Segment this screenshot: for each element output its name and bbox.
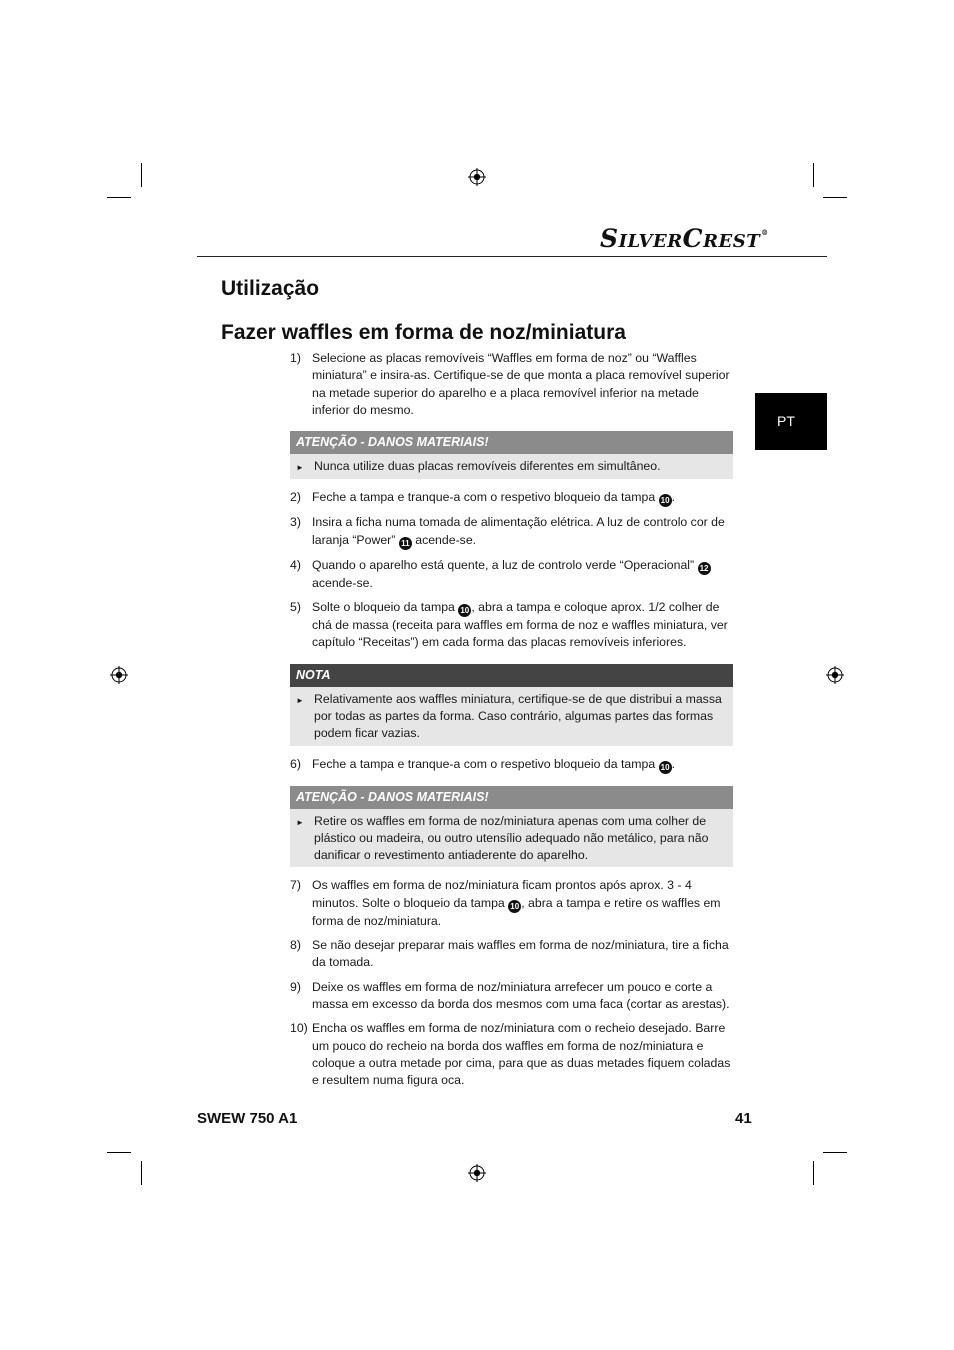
step-item: 7) Os waffles em forma de noz/miniatura ficam prontos após aprox. 3 - 4 minutos. Solte o bloqueio da tampa 10 , abra a tampa e retire os waffles em forma de noz/miniatura.	[290, 878, 721, 928]
crop-mark	[823, 1152, 847, 1153]
warning-text: Nunca utilize duas placas removíveis diferentes em simultâneo.	[314, 459, 661, 474]
part-number-icon: 10	[659, 761, 672, 774]
step-item: 9) Deixe os waffles em forma de noz/miniatura arrefecer um pouco e corte a massa em excesso da borda dos mesmos com uma faca (cortar as arestas).	[290, 979, 730, 1011]
step-item: 3) Insira a ficha numa tomada de alimentação elétrica. A luz de controlo cor de laranja “Power” 11 acende-se.	[290, 515, 725, 548]
warning-text: Retire os waffles em forma de noz/miniatura apenas com uma colher de plástico ou madeira, ou outro utensílio adequado não metálico, para não danificar o revestimento antiaderente do aparelho.	[314, 813, 709, 863]
footer-model: SWEW 750 A1	[197, 1110, 298, 1127]
instructions	[290, 350, 733, 1096]
bullet-arrow-icon: ►	[296, 695, 304, 705]
crop-mark	[813, 1161, 814, 1185]
note-box	[290, 664, 733, 746]
header-rule	[197, 256, 827, 257]
step-item: 8) Se não desejar preparar mais waffles em forma de noz/miniatura, tire a ficha da tomada.	[290, 938, 729, 970]
page-title: Fazer waffles em forma de noz/miniatura	[221, 321, 626, 344]
registration-mark-icon	[826, 666, 844, 684]
registration-mark-icon	[468, 1164, 486, 1182]
crop-mark	[141, 163, 142, 187]
bullet-arrow-icon: ►	[296, 817, 304, 827]
brand-logo: SILVERCREST®	[600, 224, 769, 253]
warning-heading: ATENÇÃO - DANOS MATERIAIS!	[290, 786, 733, 809]
part-number-icon: 11	[399, 537, 412, 550]
note-text: Relativamente aos waffles miniatura, certifique-se de que distribui a massa por todas as partes da forma. Caso contrário, algumas partes das formas podem ficar vazias.	[314, 691, 722, 741]
part-number-icon: 12	[698, 562, 711, 575]
step-item: 1) Selecione as placas removíveis “Waffles em forma de noz” ou “Waffles miniatura” e insira-as. Certifique-se de que monta a placa removível superior na metade superior do aparelho e a placa removível inferior na metade inferior do mesmo.	[290, 351, 730, 417]
crop-mark	[141, 1161, 142, 1185]
page-number: 41	[735, 1110, 752, 1127]
step-item: 5) Solte o bloqueio da tampa 10 , abra a tampa e coloque aprox. 1/2 colher de chá de massa (receita para waffles em forma de noz e waffles miniatura, ver capítulo “Receitas”) em cada forma das placas removíveis inferiores.	[290, 600, 728, 650]
warning-heading: ATENÇÃO - DANOS MATERIAIS!	[290, 431, 733, 454]
part-number-icon: 10	[659, 494, 672, 507]
step-item: 2) Feche a tampa e tranque-a com o respetivo bloqueio da tampa 10 .	[290, 490, 675, 506]
note-heading: NOTA	[290, 664, 733, 687]
crop-mark	[813, 163, 814, 187]
crop-mark	[823, 197, 847, 198]
part-number-icon: 10	[458, 604, 471, 617]
section-title: Utilização	[221, 277, 320, 300]
crop-mark	[107, 1152, 131, 1153]
step-item: 10) Encha os waffles em forma de noz/miniatura com o recheio desejado. Barre um pouco do recheio na borda dos waffles em forma de noz/miniatura e coloque a outra metade por cima, para que as duas metades fiquem coladas e resultem numa figura oca.	[290, 1021, 731, 1088]
language-tab: PT	[755, 393, 827, 450]
registration-mark-icon	[468, 168, 486, 186]
crop-mark	[107, 197, 131, 198]
warning-box	[290, 786, 733, 868]
step-item: 6) Feche a tampa e tranque-a com o respetivo bloqueio da tampa 10 .	[290, 756, 675, 772]
step-item: 4) Quando o aparelho está quente, a luz de controlo verde “Operacional” 12 acende-se.	[290, 557, 733, 592]
warning-box	[290, 431, 733, 479]
bullet-arrow-icon: ►	[296, 463, 304, 473]
part-number-icon: 10	[508, 900, 521, 913]
registration-mark-icon	[110, 666, 128, 684]
